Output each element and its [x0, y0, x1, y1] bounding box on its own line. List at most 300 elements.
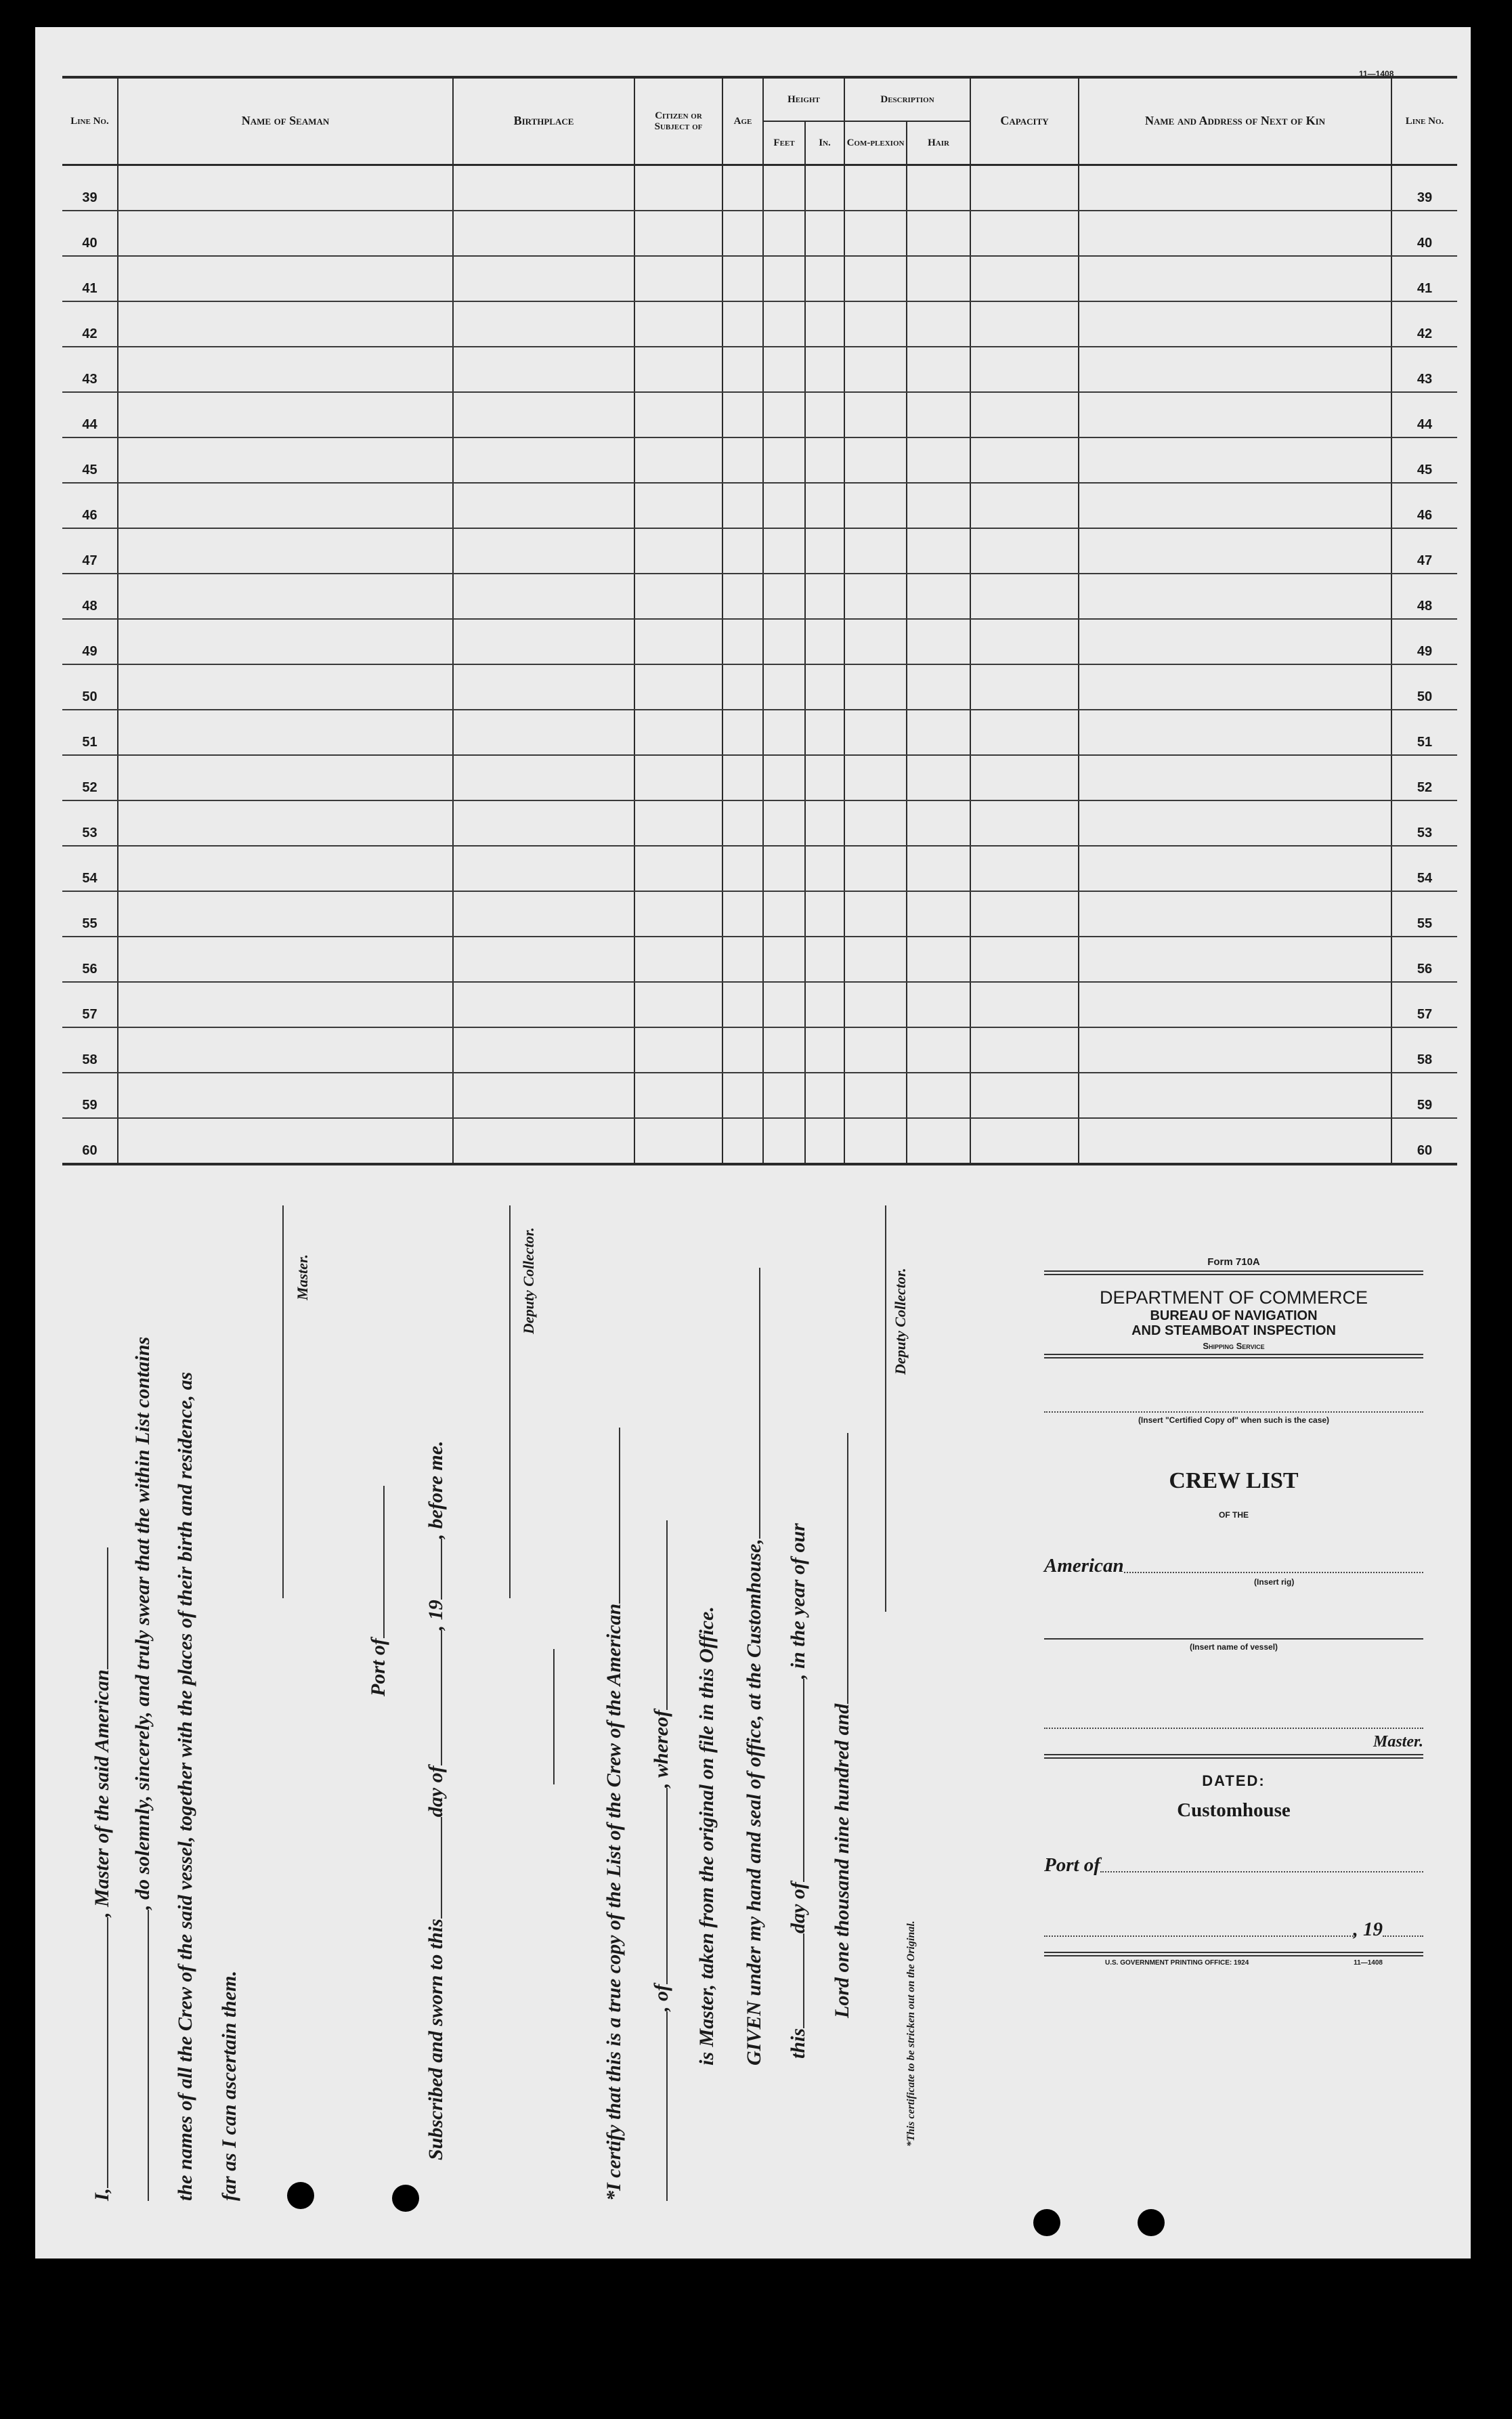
table-cell[interactable]	[634, 211, 722, 256]
table-cell[interactable]	[634, 1027, 722, 1073]
table-cell[interactable]	[722, 165, 763, 211]
table-cell[interactable]	[453, 211, 634, 256]
table-cell[interactable]	[844, 211, 907, 256]
table-cell[interactable]	[805, 347, 844, 392]
table-cell[interactable]	[970, 528, 1079, 574]
bureau-line-1: BUREAU OF NAVIGATION	[1150, 1308, 1318, 1323]
table-cell[interactable]	[805, 1073, 844, 1118]
table-cell[interactable]	[118, 937, 453, 982]
line-number: 58	[62, 1027, 118, 1073]
table-cell[interactable]	[453, 256, 634, 301]
table-cell[interactable]	[118, 891, 453, 937]
table-cell[interactable]	[118, 664, 453, 710]
table-cell[interactable]	[722, 800, 763, 846]
table-cell[interactable]	[907, 982, 970, 1027]
table-row	[62, 710, 1457, 755]
table-cell[interactable]	[1079, 1027, 1391, 1073]
table-cell[interactable]	[453, 891, 634, 937]
table-cell[interactable]	[1079, 937, 1391, 982]
table-cell[interactable]	[1079, 256, 1391, 301]
table-cell[interactable]	[763, 800, 805, 846]
table-row	[62, 165, 1457, 211]
table-cell[interactable]	[453, 1027, 634, 1073]
line-number-right: 46	[1391, 483, 1457, 528]
table-cell[interactable]	[453, 347, 634, 392]
table-cell[interactable]	[722, 1073, 763, 1118]
table-cell[interactable]	[907, 301, 970, 347]
table-cell[interactable]	[453, 664, 634, 710]
table-cell[interactable]	[763, 1027, 805, 1073]
table-cell[interactable]	[844, 664, 907, 710]
table-cell[interactable]	[970, 846, 1079, 891]
table-cell[interactable]	[844, 846, 907, 891]
table-cell[interactable]	[722, 301, 763, 347]
rig-row	[1044, 1555, 1423, 1577]
table-cell[interactable]	[722, 846, 763, 891]
cert-deputy-collector: Deputy Collector.	[892, 1268, 909, 1375]
oath-port-of: Port of	[367, 1486, 390, 1696]
table-cell[interactable]	[805, 301, 844, 347]
table-cell[interactable]	[907, 846, 970, 891]
table-cell[interactable]	[805, 846, 844, 891]
table-cell[interactable]	[970, 1118, 1079, 1164]
table-cell[interactable]	[1079, 1073, 1391, 1118]
port-row	[1044, 1854, 1423, 1877]
bureau-line-2: AND STEAMBOAT INSPECTION	[1131, 1323, 1336, 1338]
table-cell[interactable]	[118, 846, 453, 891]
port-line	[1100, 1871, 1423, 1872]
table-cell[interactable]	[805, 528, 844, 574]
table-cell[interactable]	[844, 483, 907, 528]
table-cell[interactable]	[763, 664, 805, 710]
table-cell[interactable]	[634, 574, 722, 619]
table-cell[interactable]	[970, 211, 1079, 256]
form-code-top: 11—1408	[1359, 69, 1394, 79]
table-cell[interactable]	[722, 347, 763, 392]
table-cell[interactable]	[970, 891, 1079, 937]
table-cell[interactable]	[805, 891, 844, 937]
table-cell[interactable]	[634, 710, 722, 755]
line-number: 50	[62, 664, 118, 710]
table-cell[interactable]	[763, 755, 805, 800]
table-cell[interactable]	[805, 664, 844, 710]
table-cell[interactable]	[634, 755, 722, 800]
table-cell[interactable]	[805, 574, 844, 619]
table-cell[interactable]	[118, 800, 453, 846]
table-cell[interactable]	[844, 256, 907, 301]
crew-list-title: CREW LIST	[1169, 1468, 1299, 1493]
table-cell[interactable]	[763, 574, 805, 619]
table-cell[interactable]	[907, 256, 970, 301]
table-cell[interactable]	[970, 256, 1079, 301]
table-cell[interactable]	[722, 755, 763, 800]
table-cell[interactable]	[453, 301, 634, 347]
table-cell[interactable]	[634, 800, 722, 846]
table-cell[interactable]	[634, 437, 722, 483]
table-cell[interactable]	[805, 800, 844, 846]
table-cell[interactable]	[763, 710, 805, 755]
line-number: 40	[62, 211, 118, 256]
table-cell[interactable]	[970, 483, 1079, 528]
table-cell[interactable]	[907, 664, 970, 710]
line-number-right: 55	[1391, 891, 1457, 937]
table-cell[interactable]	[844, 301, 907, 347]
table-row	[62, 392, 1457, 437]
table-cell[interactable]	[118, 755, 453, 800]
punch-hole	[392, 2185, 419, 2212]
table-cell[interactable]	[722, 1118, 763, 1164]
table-cell[interactable]	[453, 800, 634, 846]
table-cell[interactable]	[844, 755, 907, 800]
table-cell[interactable]	[970, 1027, 1079, 1073]
table-cell[interactable]	[722, 483, 763, 528]
table-cell[interactable]	[118, 301, 453, 347]
table-cell[interactable]	[1079, 846, 1391, 891]
table-cell[interactable]	[722, 664, 763, 710]
table-cell[interactable]	[118, 256, 453, 301]
table-cell[interactable]	[844, 528, 907, 574]
table-cell[interactable]	[118, 211, 453, 256]
table-cell[interactable]	[763, 347, 805, 392]
table-cell[interactable]	[1079, 392, 1391, 437]
table-cell[interactable]	[1079, 710, 1391, 755]
table-cell[interactable]	[1079, 755, 1391, 800]
table-cell[interactable]	[1079, 664, 1391, 710]
table-cell[interactable]	[844, 1027, 907, 1073]
customhouse-label: Customhouse	[1177, 1799, 1291, 1821]
table-cell[interactable]	[118, 347, 453, 392]
table-cell[interactable]	[453, 528, 634, 574]
table-cell[interactable]	[634, 937, 722, 982]
table-cell[interactable]	[907, 574, 970, 619]
insert-vessel-note: (Insert name of vessel)	[1189, 1642, 1278, 1652]
table-cell[interactable]	[118, 1118, 453, 1164]
line-number: 51	[62, 710, 118, 755]
table-cell[interactable]	[970, 937, 1079, 982]
table-cell[interactable]	[907, 891, 970, 937]
table-cell[interactable]	[634, 982, 722, 1027]
table-cell[interactable]	[722, 574, 763, 619]
punch-hole	[287, 2182, 314, 2209]
table-cell[interactable]	[722, 211, 763, 256]
cert-line-6: Lord one thousand nine hundred and	[831, 1433, 854, 2201]
table-cell[interactable]	[722, 256, 763, 301]
table-cell[interactable]	[763, 392, 805, 437]
line-number-right: 57	[1391, 982, 1457, 1027]
table-cell[interactable]	[118, 982, 453, 1027]
table-row	[62, 256, 1457, 301]
table-cell[interactable]	[634, 1118, 722, 1164]
table-cell[interactable]	[907, 528, 970, 574]
table-cell[interactable]	[453, 437, 634, 483]
table-cell[interactable]	[763, 165, 805, 211]
line-number-right: 51	[1391, 710, 1457, 755]
table-cell[interactable]	[907, 347, 970, 392]
line-number: 46	[62, 483, 118, 528]
table-row	[62, 211, 1457, 256]
table-cell[interactable]	[907, 800, 970, 846]
table-cell[interactable]	[763, 619, 805, 664]
table-cell[interactable]	[907, 619, 970, 664]
table-cell[interactable]	[1079, 800, 1391, 846]
table-cell[interactable]	[970, 347, 1079, 392]
table-cell[interactable]	[118, 392, 453, 437]
table-row	[62, 755, 1457, 800]
table-cell[interactable]	[970, 1073, 1079, 1118]
form-number: Form 710A	[1207, 1256, 1260, 1268]
table-cell[interactable]	[970, 619, 1079, 664]
line-number-right: 53	[1391, 800, 1457, 846]
back-block	[1044, 1256, 1423, 1967]
table-cell[interactable]	[453, 1073, 634, 1118]
table-cell[interactable]	[722, 392, 763, 437]
header-feet: Feet	[763, 121, 805, 165]
table-cell[interactable]	[1079, 347, 1391, 392]
table-cell[interactable]	[763, 528, 805, 574]
table-cell[interactable]	[634, 483, 722, 528]
line-number-right: 58	[1391, 1027, 1457, 1073]
line-number-right: 60	[1391, 1118, 1457, 1164]
table-cell[interactable]	[118, 1027, 453, 1073]
table-cell[interactable]	[970, 710, 1079, 755]
vessel-line	[1044, 1638, 1423, 1640]
table-cell[interactable]	[634, 891, 722, 937]
table-cell[interactable]	[453, 982, 634, 1027]
table-cell[interactable]	[970, 755, 1079, 800]
table-cell[interactable]	[844, 710, 907, 755]
table-cell[interactable]	[805, 937, 844, 982]
table-cell[interactable]	[805, 437, 844, 483]
table-cell[interactable]	[763, 211, 805, 256]
table-cell[interactable]	[907, 483, 970, 528]
table-cell[interactable]	[844, 392, 907, 437]
table-cell[interactable]	[805, 211, 844, 256]
table-cell[interactable]	[844, 1118, 907, 1164]
line-number-right: 40	[1391, 211, 1457, 256]
table-cell[interactable]	[634, 528, 722, 574]
american-label: American	[1044, 1555, 1124, 1577]
printer-code: 11—1408	[1354, 1959, 1383, 1967]
table-cell[interactable]	[970, 392, 1079, 437]
line-number-right: 47	[1391, 528, 1457, 574]
table-cell[interactable]	[970, 982, 1079, 1027]
table-cell[interactable]	[118, 483, 453, 528]
table-cell[interactable]	[722, 1027, 763, 1073]
table-cell[interactable]	[763, 256, 805, 301]
port-of-label: Port of	[1044, 1854, 1100, 1876]
certified-copy-line	[1044, 1411, 1423, 1413]
table-cell[interactable]	[844, 619, 907, 664]
line-number: 52	[62, 755, 118, 800]
line-number-right: 42	[1391, 301, 1457, 347]
table-cell[interactable]	[1079, 891, 1391, 937]
table-cell[interactable]	[453, 710, 634, 755]
line-number: 39	[62, 165, 118, 211]
table-row	[62, 1073, 1457, 1118]
oath-deputy-collector: Deputy Collector.	[520, 1227, 537, 1334]
table-cell[interactable]	[634, 664, 722, 710]
table-cell[interactable]	[1079, 437, 1391, 483]
table-cell[interactable]	[1079, 1118, 1391, 1164]
short-line	[553, 1649, 555, 1784]
table-cell[interactable]	[970, 664, 1079, 710]
table-cell[interactable]	[118, 710, 453, 755]
table-cell[interactable]	[805, 1027, 844, 1073]
table-cell[interactable]	[634, 392, 722, 437]
line-number-right: 45	[1391, 437, 1457, 483]
table-cell[interactable]	[763, 1073, 805, 1118]
table-cell[interactable]	[722, 891, 763, 937]
table-cell[interactable]	[907, 392, 970, 437]
table-cell[interactable]	[634, 256, 722, 301]
table-cell[interactable]	[453, 937, 634, 982]
table-cell[interactable]	[722, 982, 763, 1027]
header-capacity: Capacity	[970, 77, 1079, 165]
table-cell[interactable]	[722, 937, 763, 982]
form-page	[35, 27, 1471, 2259]
printer-label: U.S. GOVERNMENT PRINTING OFFICE: 1924	[1105, 1959, 1249, 1967]
table-cell[interactable]	[970, 165, 1079, 211]
line-number-right: 56	[1391, 937, 1457, 982]
table-cell[interactable]	[805, 710, 844, 755]
table-cell[interactable]	[907, 710, 970, 755]
table-cell[interactable]	[907, 755, 970, 800]
table-row	[62, 301, 1457, 347]
table-cell[interactable]	[453, 483, 634, 528]
table-cell[interactable]	[118, 574, 453, 619]
table-cell[interactable]	[118, 1073, 453, 1118]
table-cell[interactable]	[118, 619, 453, 664]
table-cell[interactable]	[844, 574, 907, 619]
table-cell[interactable]	[805, 619, 844, 664]
table-row	[62, 1118, 1457, 1164]
cert-deputy-signature-line	[885, 1205, 886, 1612]
table-cell[interactable]	[844, 165, 907, 211]
table-cell[interactable]	[1079, 211, 1391, 256]
table-cell[interactable]	[844, 1073, 907, 1118]
table-cell[interactable]	[970, 437, 1079, 483]
header-hair: Hair	[907, 121, 970, 165]
table-cell[interactable]	[763, 483, 805, 528]
table-cell[interactable]	[844, 891, 907, 937]
table-cell[interactable]	[907, 1073, 970, 1118]
table-cell[interactable]	[1079, 483, 1391, 528]
table-cell[interactable]	[970, 574, 1079, 619]
table-cell[interactable]	[805, 165, 844, 211]
table-cell[interactable]	[907, 937, 970, 982]
table-cell[interactable]	[763, 301, 805, 347]
table-cell[interactable]	[1079, 528, 1391, 574]
table-cell[interactable]	[722, 437, 763, 483]
table-cell[interactable]	[453, 755, 634, 800]
table-cell[interactable]	[1079, 982, 1391, 1027]
crew-table	[62, 76, 1457, 1165]
table-cell[interactable]	[907, 1118, 970, 1164]
table-cell[interactable]	[634, 347, 722, 392]
table-cell[interactable]	[907, 437, 970, 483]
table-cell[interactable]	[1079, 574, 1391, 619]
table-cell[interactable]	[970, 800, 1079, 846]
rule	[1044, 1354, 1423, 1358]
oath-line-1: I,, Master of the said American	[91, 1547, 114, 2201]
shipping-service: Shipping Service	[1203, 1341, 1265, 1351]
line-number: 55	[62, 891, 118, 937]
cert-footnote: *This certificate to be stricken out on the Original.	[905, 1921, 917, 2147]
table-cell[interactable]	[907, 1027, 970, 1073]
table-cell[interactable]	[844, 800, 907, 846]
table-cell[interactable]	[1079, 165, 1391, 211]
table-cell[interactable]	[634, 1073, 722, 1118]
table-cell[interactable]	[453, 574, 634, 619]
table-cell[interactable]	[805, 483, 844, 528]
table-cell[interactable]	[634, 846, 722, 891]
table-cell[interactable]	[844, 937, 907, 982]
table-cell[interactable]	[844, 982, 907, 1027]
table-cell[interactable]	[970, 301, 1079, 347]
table-cell[interactable]	[907, 165, 970, 211]
table-row	[62, 891, 1457, 937]
table-cell[interactable]	[763, 1118, 805, 1164]
line-number: 49	[62, 619, 118, 664]
table-cell[interactable]	[453, 392, 634, 437]
table-cell[interactable]	[805, 755, 844, 800]
table-cell[interactable]	[453, 1118, 634, 1164]
rig-line	[1124, 1572, 1423, 1573]
header-line-no: Line No.	[62, 77, 118, 165]
table-cell[interactable]	[634, 301, 722, 347]
line-number: 56	[62, 937, 118, 982]
table-cell[interactable]	[453, 165, 634, 211]
table-cell[interactable]	[805, 392, 844, 437]
table-cell[interactable]	[722, 528, 763, 574]
table-cell[interactable]	[1079, 301, 1391, 347]
table-cell[interactable]	[763, 891, 805, 937]
table-cell[interactable]	[453, 619, 634, 664]
table-cell[interactable]	[763, 437, 805, 483]
table-cell[interactable]	[805, 982, 844, 1027]
table-cell[interactable]	[634, 619, 722, 664]
table-cell[interactable]	[763, 982, 805, 1027]
table-cell[interactable]	[844, 347, 907, 392]
oath-line-3: the names of all the Crew of the said vessel, together with the places of their birth and residence, as	[174, 1371, 196, 2201]
table-cell[interactable]	[763, 937, 805, 982]
line-number: 53	[62, 800, 118, 846]
table-cell[interactable]	[844, 437, 907, 483]
table-cell[interactable]	[118, 528, 453, 574]
line-number: 57	[62, 982, 118, 1027]
table-cell[interactable]	[805, 1118, 844, 1164]
line-number: 41	[62, 256, 118, 301]
table-cell[interactable]	[634, 165, 722, 211]
table-cell[interactable]	[763, 846, 805, 891]
line-number: 47	[62, 528, 118, 574]
table-cell[interactable]	[907, 211, 970, 256]
table-cell[interactable]	[118, 437, 453, 483]
line-number: 44	[62, 392, 118, 437]
table-cell[interactable]	[1079, 619, 1391, 664]
line-number: 59	[62, 1073, 118, 1118]
table-row	[62, 937, 1457, 982]
rule	[1044, 1754, 1423, 1759]
table-cell[interactable]	[118, 165, 453, 211]
table-cell[interactable]	[805, 256, 844, 301]
line-number: 43	[62, 347, 118, 392]
table-cell[interactable]	[453, 846, 634, 891]
header-birthplace: Birthplace	[453, 77, 634, 165]
table-cell[interactable]	[722, 619, 763, 664]
table-cell[interactable]	[722, 710, 763, 755]
oath-line-2: , do solemnly, sincerely, and truly swear that the within List contains	[131, 1337, 154, 2201]
